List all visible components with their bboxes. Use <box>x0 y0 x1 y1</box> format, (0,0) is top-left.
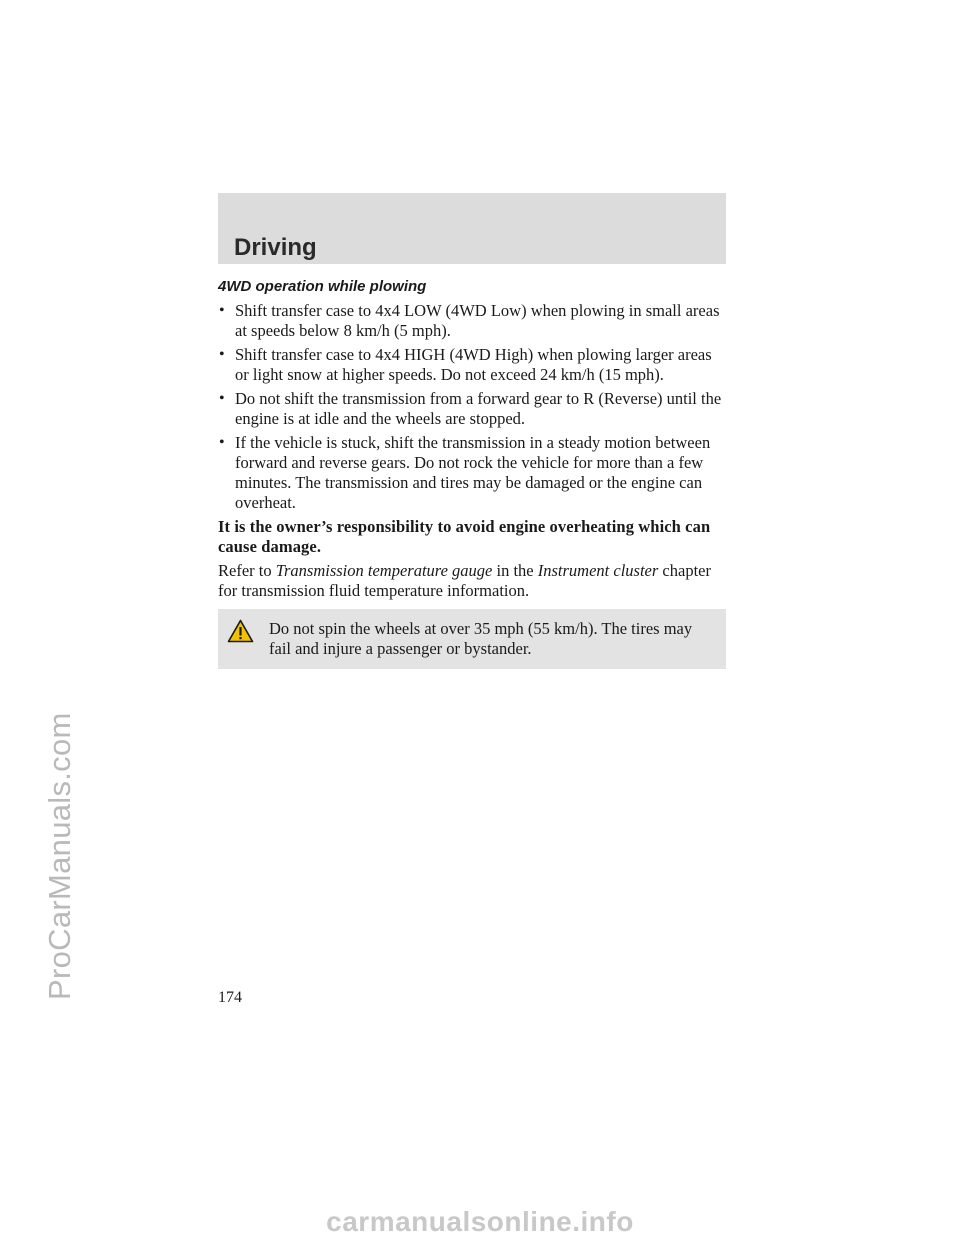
refer-suffix: chapter for transmission fluid temperature information. <box>218 561 711 600</box>
bullet-list <box>218 301 726 513</box>
section-title: Driving <box>234 234 317 261</box>
bullet-icon: • <box>219 346 225 363</box>
list-item-text: If the vehicle is stuck, shift the transmission in a steady motion between forward and reverse gears. Do not rock the vehicle for more than a few minutes. The transmission and tires may be damaged or the engine can overheat. <box>235 433 711 512</box>
list-item <box>218 389 726 429</box>
list-item-text: Shift transfer case to 4x4 LOW (4WD Low) when plowing in small areas at speeds below 8 km/h (5 mph). <box>235 301 720 340</box>
list-item <box>218 301 726 341</box>
warning-text: Do not spin the wheels at over 35 mph (55 km/h). The tires may fail and injure a passenger or bystander. <box>269 619 693 658</box>
list-item <box>218 345 726 385</box>
refer-link-transmission-gauge: Transmission temperature gauge <box>275 561 493 580</box>
refer-link-instrument-cluster: Instrument cluster <box>537 561 659 580</box>
refer-prefix: Refer to <box>218 561 272 580</box>
warning-box <box>218 609 726 669</box>
side-watermark <box>0 0 77 1242</box>
bullet-icon: • <box>219 434 225 451</box>
refer-middle: in the <box>496 561 534 580</box>
list-item <box>218 433 726 513</box>
side-watermark-text: ProCarManuals.com <box>42 712 77 1000</box>
section-header <box>218 193 726 264</box>
refer-paragraph <box>218 561 726 601</box>
footer-watermark: carmanualsonline.info <box>326 1206 634 1237</box>
subheading: 4WD operation while plowing <box>218 278 427 295</box>
bullet-icon: • <box>219 302 225 319</box>
page-content <box>218 277 726 669</box>
list-item-text: Do not shift the transmission from a forward gear to R (Reverse) until the engine is at idle and the wheels are stopped. <box>235 389 722 428</box>
list-item-text: Shift transfer case to 4x4 HIGH (4WD High) when plowing larger areas or light snow at higher speeds. Do not exceed 24 km/h (15 mph). <box>235 345 712 384</box>
bullet-icon: • <box>219 390 225 407</box>
warning-triangle-icon <box>227 619 254 643</box>
bold-notice: It is the owner’s responsibility to avoid engine overheating which can cause damage. <box>218 517 711 556</box>
page-number: 174 <box>218 989 242 1006</box>
